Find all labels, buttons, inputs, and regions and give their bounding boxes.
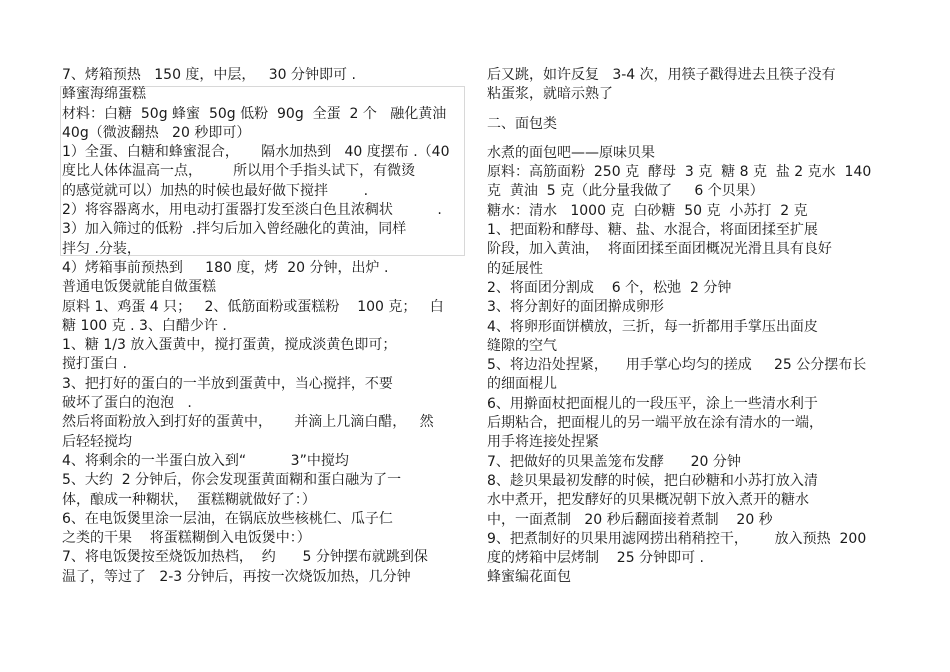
text-line: 水中煮开，把发酵好的贝果概况朝下放入煮开的糖水 — [487, 492, 809, 509]
section-heading: 水煮的面包吧——原味贝果 — [487, 144, 655, 161]
text-line: 5、大约 2 分钟后，你会发现蛋黄面糊和蛋白融为了一 — [62, 472, 402, 489]
text-line: 体，酿成一种糊状， 蛋糕糊就做好了：） — [62, 491, 316, 508]
text-line: 6、在电饭煲里涂一层油，在锅底放些核桃仁、瓜子仁 — [62, 510, 393, 527]
text-line: 40g（微波翻热 20 秒即可） — [62, 124, 251, 141]
text-line: 后又跳，如许反复 3-4 次，用筷子戳得进去且筷子没有 — [487, 67, 836, 83]
text-line: 阶段，加入黄油， 将面团揉至面团概况光滑且具有良好 — [487, 241, 832, 258]
text-line: 后期粘合，把面棍儿的另一端平放在涂有清水的一端， — [487, 415, 823, 432]
text-line: 温了，等过了 2-3 分钟后，再按一次烧饭加热，几分钟 — [62, 568, 411, 585]
text-line: 9、把煮制好的贝果用滤网捞出稍稍控干， 放入预热 200 — [487, 530, 867, 547]
text-line: 材料：白糖 50g 蜂蜜 50g 低粉 90g 全蛋 2 个 融化黄油 — [62, 105, 447, 122]
text-line: 的感觉就可以）加热的时候也最好做下搅拌 . — [62, 182, 369, 199]
section-title: 二、面包类 — [487, 115, 557, 132]
text-line: 1、把面粉和酵母、糖、盐、水混合，将面团揉至扩展 — [487, 222, 818, 239]
text-line: 8、趁贝果最初发酵的时候，把白砂糖和小苏打放入清 — [487, 472, 818, 489]
text-line: 原料 1、鸡蛋 4 只； 2、低筋面粉或蛋糕粉 100 克； 白 — [62, 298, 444, 315]
text-line: 的细面棍儿 — [487, 376, 557, 393]
paragraph-gap — [487, 134, 905, 144]
right-column — [487, 66, 905, 588]
text-line: 用手将连接处捏紧 — [487, 434, 599, 451]
text-line: 破坏了蛋白的泡泡 . — [62, 395, 192, 412]
text-line: 7、烤箱预热 150 度，中层， 30 分钟即可 . — [62, 67, 356, 83]
text-line: 7、将电饭煲按至烧饭加热档， 约 5 分钟摆布就跳到保 — [62, 549, 428, 566]
text-line: 中，一面煮制 20 秒后翻面接着煮制 20 秒 — [487, 511, 773, 528]
section-heading: 蜂蜜编花面包 — [487, 569, 571, 586]
text-line: 3）加入筛过的低粉 .拌匀后加入曾经融化的黄油，同样 — [62, 221, 407, 238]
text-line: 7、把做好的贝果盖笼布发酵 20 分钟 — [487, 453, 741, 470]
text-line: 4、将卵形面饼横放，三折，每一折都用手掌压出面皮 — [487, 318, 818, 335]
text-line: 1）全蛋、白糖和蜂蜜混合， 隔水加热到 40 度摆布 .（40 — [62, 144, 450, 161]
section-heading: 普通电饭煲就能自做蛋糕 — [62, 279, 216, 296]
text-line: 糖水：清水 1000 克 白砂糖 50 克 小苏打 2 克 — [487, 202, 808, 219]
text-line: 2、将面团分割成 6 个，松弛 2 分钟 — [487, 279, 732, 296]
text-line: 的延展性 — [487, 260, 543, 277]
text-line: 拌匀 .分装， — [62, 240, 141, 257]
text-line: 度的烤箱中层烤制 25 分钟即可 . — [487, 550, 704, 567]
text-line: 缝隙的空气 — [487, 337, 557, 354]
text-line: 5、将边沿处捏紧， 用手掌心均匀的搓成 25 公分摆布长 — [487, 357, 867, 374]
text-line: 2）将容器离水，用电动打蛋器打发至淡白色且浓稠状 . — [62, 202, 442, 219]
text-line: 搅打蛋白 . — [62, 356, 127, 373]
text-line: 6、用擀面杖把面棍儿的一段压平，涂上一些清水利于 — [487, 395, 818, 412]
text-line: 3、把打好的蛋白的一半放到蛋黄中，当心搅拌，不要 — [62, 375, 393, 392]
text-line: 后轻轻搅均 — [62, 433, 132, 450]
paragraph-gap — [487, 105, 905, 115]
text-line: 糖 100 克 . 3、白醋少许 . — [62, 317, 227, 334]
text-line: 克 黄油 5 克（此分量我做了 6 个贝果） — [487, 183, 764, 200]
text-line: 然后将面粉放入到打好的蛋黄中， 并滴上几滴白醋， 然 — [62, 414, 434, 431]
text-line: 之类的干果 将蛋糕糊倒入电饭煲中：） — [62, 530, 311, 547]
text-line: 4）烤箱事前预热到 180 度，烤 20 分钟，出炉 . — [62, 259, 389, 276]
text-line: 原料：高筋面粉 250 克 酵母 3 克 糖 8 克 盐 2 克水 140 — [487, 164, 872, 181]
left-column — [62, 66, 470, 587]
section-heading: 蜂蜜海绵蛋糕 — [62, 86, 146, 103]
text-line: 度比人体体温高一点， 所以用个手指头试下，有微烫 — [62, 163, 416, 180]
text-line: 1、糖 1/3 放入蛋黄中，搅打蛋黄，搅成淡黄色即可； — [62, 337, 397, 354]
text-line: 粘蛋浆，就暗示熟了 — [487, 86, 613, 103]
text-line: 3、将分割好的面团擀成卵形 — [487, 299, 664, 316]
text-line: 4、将剩余的一半蛋白放入到“ 3”中搅均 — [62, 452, 349, 469]
